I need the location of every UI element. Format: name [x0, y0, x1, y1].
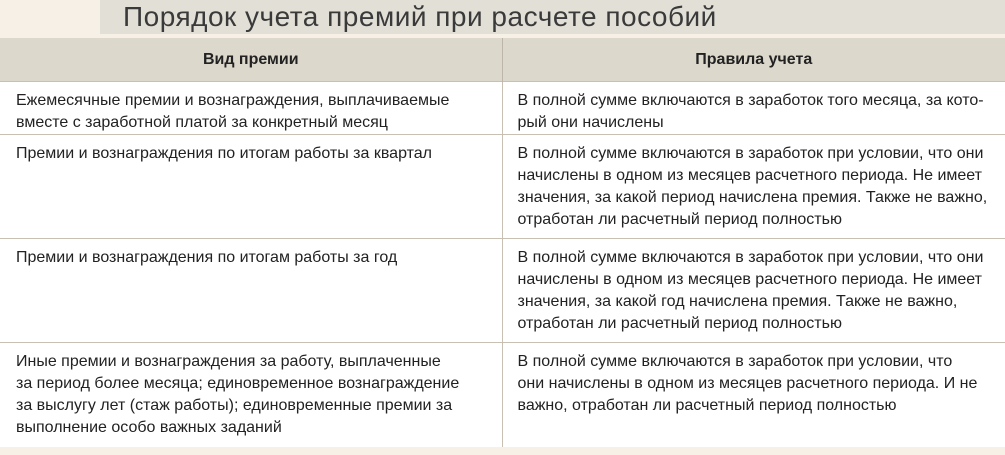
bonus-type-cell	[0, 135, 502, 239]
rule-text: В полной сумме включаются в заработок при условии, что они начислены в одном из месяцев расчетного периода. И не важно, отработан ли расчетный период полностью	[517, 353, 978, 414]
table-row	[0, 135, 1005, 239]
page-title: Порядок учета премий при расчете пособий	[123, 1, 717, 32]
table-row	[0, 343, 1005, 447]
rule-text: В полной сумме включаются в заработок при условии, что они начислены в одном из месяцев расчетного периода. Не имеет значения, за какой год начислена премия. Также не важно, отработан ли расчетный период полностью	[517, 249, 984, 332]
bonus-type-cell	[0, 343, 502, 447]
bonus-type-text: Премии и вознаграждения по итогам работы за год	[16, 249, 398, 266]
table-row	[0, 239, 1005, 343]
table-header-row	[0, 38, 1005, 82]
rule-text: В полной сумме включаются в заработок при условии, что они начислены в одном из месяцев расчетного периода. Не имеет значения, за какой период начислена премия. Также не важно, отработан ли расчетный период полностью	[517, 145, 988, 228]
column-header-rules: Правила учета	[502, 38, 1005, 82]
bonus-type-text: Иные премии и вознаграждения за работу, выплаченные за период более месяца; единовременное вознаграждение за выслугу лет (стаж работы); единовременные премии за выполнение особо важных заданий	[16, 353, 460, 436]
bonus-rules-table	[0, 38, 1005, 447]
bonus-type-text: Премии и вознаграждения по итогам работы за квартал	[16, 145, 432, 162]
column-header-bonus-type: Вид премии	[0, 38, 502, 82]
bonus-type-cell	[0, 82, 502, 135]
bonus-type-cell	[0, 239, 502, 343]
table-row	[0, 82, 1005, 135]
rule-text: В полной сумме включаются в заработок того месяца, за кото- рый они начислены	[517, 92, 984, 131]
rule-cell	[502, 135, 1005, 239]
rule-cell	[502, 239, 1005, 343]
rule-cell	[502, 343, 1005, 447]
bonus-type-text: Ежемесячные премии и вознаграждения, выплачиваемые вместе с заработной платой за конкретный месяц	[16, 92, 450, 131]
rule-cell	[502, 82, 1005, 135]
